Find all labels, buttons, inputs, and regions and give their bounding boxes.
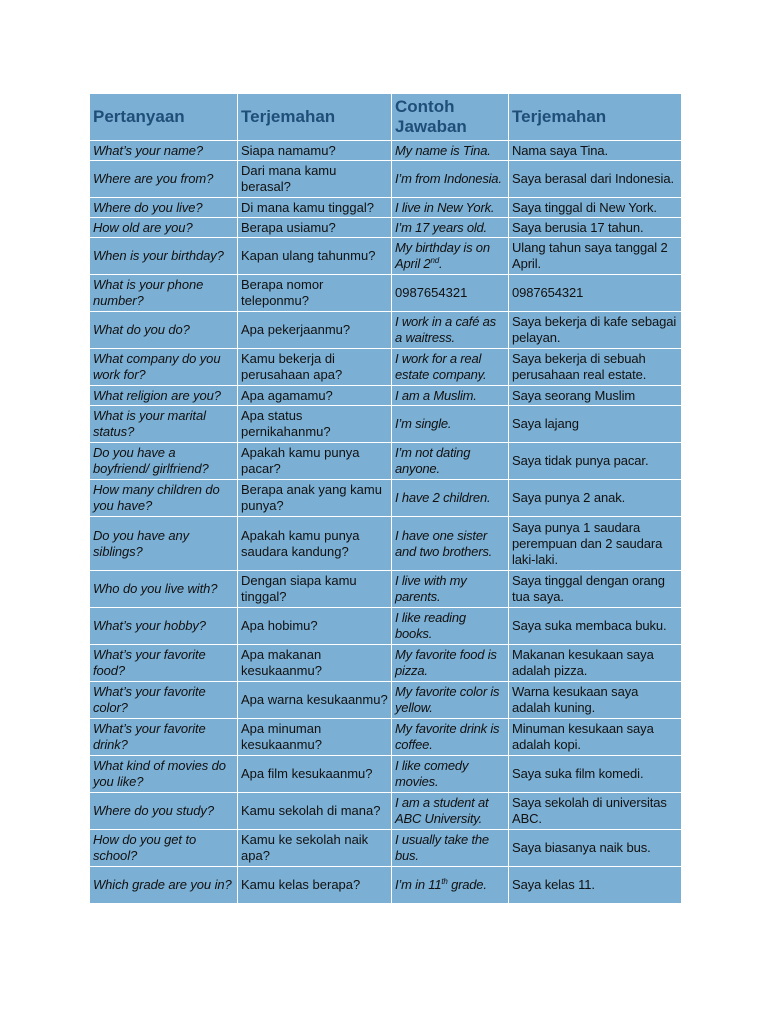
table-row: [90, 645, 682, 682]
question-cell: What’s your favorite color?: [90, 682, 238, 719]
answer-cell: I am a Muslim.: [392, 386, 509, 406]
table-row: [90, 386, 682, 406]
question-cell: What’s your favorite drink?: [90, 719, 238, 756]
answer-cell: My favorite color is yellow.: [392, 682, 509, 719]
table-row: [90, 312, 682, 349]
answer-ordinal-suffix: nd: [430, 256, 439, 265]
answer-cell: [392, 867, 509, 904]
answer-translation-cell: 0987654321: [509, 275, 682, 312]
question-translation-cell: Apakah kamu punya saudara kandung?: [238, 517, 392, 571]
answer-cell: I’m from Indonesia.: [392, 161, 509, 198]
table-row: [90, 830, 682, 867]
table-row: [90, 275, 682, 312]
question-translation-cell: Dari mana kamu berasal?: [238, 161, 392, 198]
question-cell: What’s your name?: [90, 141, 238, 161]
question-cell: Where do you live?: [90, 198, 238, 218]
answer-translation-cell: Saya sekolah di universitas ABC.: [509, 793, 682, 830]
question-translation-cell: Berapa nomor teleponmu?: [238, 275, 392, 312]
answer-ordinal-suffix: th: [441, 877, 448, 886]
header-row: [90, 94, 682, 141]
answer-translation-cell: Saya suka film komedi.: [509, 756, 682, 793]
question-translation-cell: Apa status pernikahanmu?: [238, 406, 392, 443]
table-row: [90, 571, 682, 608]
answer-translation-cell: Saya berusia 17 tahun.: [509, 218, 682, 238]
header-terjemahan-question: Terjemahan: [238, 94, 392, 141]
question-translation-cell: Apa hobimu?: [238, 608, 392, 645]
answer-text: I’m in 11: [395, 877, 442, 892]
question-cell: What company do you work for?: [90, 349, 238, 386]
answer-translation-cell: Saya biasanya naik bus.: [509, 830, 682, 867]
table-row: [90, 443, 682, 480]
table-row: [90, 517, 682, 571]
answer-text-end: grade.: [447, 877, 487, 892]
answer-cell: 0987654321: [392, 275, 509, 312]
question-cell: How do you get to school?: [90, 830, 238, 867]
question-translation-cell: Kamu bekerja di perusahaan apa?: [238, 349, 392, 386]
answer-cell: I’m not dating anyone.: [392, 443, 509, 480]
question-cell: Where do you study?: [90, 793, 238, 830]
question-cell: What’s your hobby?: [90, 608, 238, 645]
answer-translation-cell: Saya kelas 11.: [509, 867, 682, 904]
answer-translation-cell: Saya bekerja di sebuah perusahaan real estate.: [509, 349, 682, 386]
question-translation-cell: Kapan ulang tahunmu?: [238, 238, 392, 275]
question-translation-cell: Kamu ke sekolah naik apa?: [238, 830, 392, 867]
answer-cell: I have 2 children.: [392, 480, 509, 517]
table-row: [90, 682, 682, 719]
answer-cell: I work for a real estate company.: [392, 349, 509, 386]
answer-cell: I work in a café as a waitress.: [392, 312, 509, 349]
answer-cell: My favorite food is pizza.: [392, 645, 509, 682]
question-cell: Do you have a boyfriend/ girlfriend?: [90, 443, 238, 480]
question-cell: How old are you?: [90, 218, 238, 238]
answer-cell: I like reading books.: [392, 608, 509, 645]
question-cell: Who do you live with?: [90, 571, 238, 608]
qa-table: [89, 93, 682, 904]
question-translation-cell: Siapa namamu?: [238, 141, 392, 161]
table-row: [90, 867, 682, 904]
question-translation-cell: Apa pekerjaanmu?: [238, 312, 392, 349]
answer-translation-cell: Saya berasal dari Indonesia.: [509, 161, 682, 198]
question-cell: What’s your favorite food?: [90, 645, 238, 682]
answer-cell: I have one sister and two brothers.: [392, 517, 509, 571]
question-translation-cell: Apa warna kesukaanmu?: [238, 682, 392, 719]
question-translation-cell: Apakah kamu punya pacar?: [238, 443, 392, 480]
answer-translation-cell: Saya tinggal di New York.: [509, 198, 682, 218]
table-row: [90, 141, 682, 161]
question-cell: What do you do?: [90, 312, 238, 349]
answer-translation-cell: Ulang tahun saya tanggal 2 April.: [509, 238, 682, 275]
answer-translation-cell: Saya suka membaca buku.: [509, 608, 682, 645]
answer-translation-cell: Saya seorang Muslim: [509, 386, 682, 406]
answer-cell: I live in New York.: [392, 198, 509, 218]
table-body: [90, 141, 682, 904]
table-row: [90, 218, 682, 238]
question-cell: What kind of movies do you like?: [90, 756, 238, 793]
answer-text: My birthday is on April 2: [395, 240, 490, 271]
answer-translation-cell: Nama saya Tina.: [509, 141, 682, 161]
question-translation-cell: Berapa usiamu?: [238, 218, 392, 238]
question-cell: How many children do you have?: [90, 480, 238, 517]
question-translation-cell: Di mana kamu tinggal?: [238, 198, 392, 218]
table-row: [90, 198, 682, 218]
question-translation-cell: Apa makanan kesukaanmu?: [238, 645, 392, 682]
question-cell: What is your phone number?: [90, 275, 238, 312]
answer-cell: I like comedy movies.: [392, 756, 509, 793]
answer-translation-cell: Makanan kesukaan saya adalah pizza.: [509, 645, 682, 682]
table-row: [90, 793, 682, 830]
question-cell: What is your marital status?: [90, 406, 238, 443]
question-cell: What religion are you?: [90, 386, 238, 406]
answer-translation-cell: Saya punya 1 saudara perempuan dan 2 saudara laki-laki.: [509, 517, 682, 571]
table-row: [90, 406, 682, 443]
answer-translation-cell: Saya lajang: [509, 406, 682, 443]
question-translation-cell: Berapa anak yang kamu punya?: [238, 480, 392, 517]
table-row: [90, 756, 682, 793]
answer-translation-cell: Warna kesukaan saya adalah kuning.: [509, 682, 682, 719]
question-cell: When is your birthday?: [90, 238, 238, 275]
table-row: [90, 161, 682, 198]
question-translation-cell: Apa film kesukaanmu?: [238, 756, 392, 793]
question-cell: Where are you from?: [90, 161, 238, 198]
question-translation-cell: Kamu sekolah di mana?: [238, 793, 392, 830]
table-row: [90, 349, 682, 386]
answer-cell: I usually take the bus.: [392, 830, 509, 867]
answer-cell: My favorite drink is coffee.: [392, 719, 509, 756]
question-translation-cell: Apa agamamu?: [238, 386, 392, 406]
question-cell: Which grade are you in?: [90, 867, 238, 904]
table-row: [90, 719, 682, 756]
table-row: [90, 238, 682, 275]
answer-translation-cell: Saya bekerja di kafe sebagai pelayan.: [509, 312, 682, 349]
answer-translation-cell: Saya tinggal dengan orang tua saya.: [509, 571, 682, 608]
answer-cell: I live with my parents.: [392, 571, 509, 608]
header-contoh-jawaban: Contoh Jawaban: [392, 94, 509, 141]
answer-cell: My name is Tina.: [392, 141, 509, 161]
question-translation-cell: Dengan siapa kamu tinggal?: [238, 571, 392, 608]
answer-cell: I am a student at ABC University.: [392, 793, 509, 830]
answer-translation-cell: Saya tidak punya pacar.: [509, 443, 682, 480]
table-row: [90, 608, 682, 645]
header-pertanyaan: Pertanyaan: [90, 94, 238, 141]
answer-cell: I’m single.: [392, 406, 509, 443]
answer-translation-cell: Saya punya 2 anak.: [509, 480, 682, 517]
header-terjemahan-answer: Terjemahan: [509, 94, 682, 141]
answer-translation-cell: Minuman kesukaan saya adalah kopi.: [509, 719, 682, 756]
answer-text-end: .: [438, 256, 443, 271]
answer-cell: I’m 17 years old.: [392, 218, 509, 238]
question-translation-cell: Kamu kelas berapa?: [238, 867, 392, 904]
question-cell: Do you have any siblings?: [90, 517, 238, 571]
question-translation-cell: Apa minuman kesukaanmu?: [238, 719, 392, 756]
answer-cell: [392, 238, 509, 275]
table-row: [90, 480, 682, 517]
